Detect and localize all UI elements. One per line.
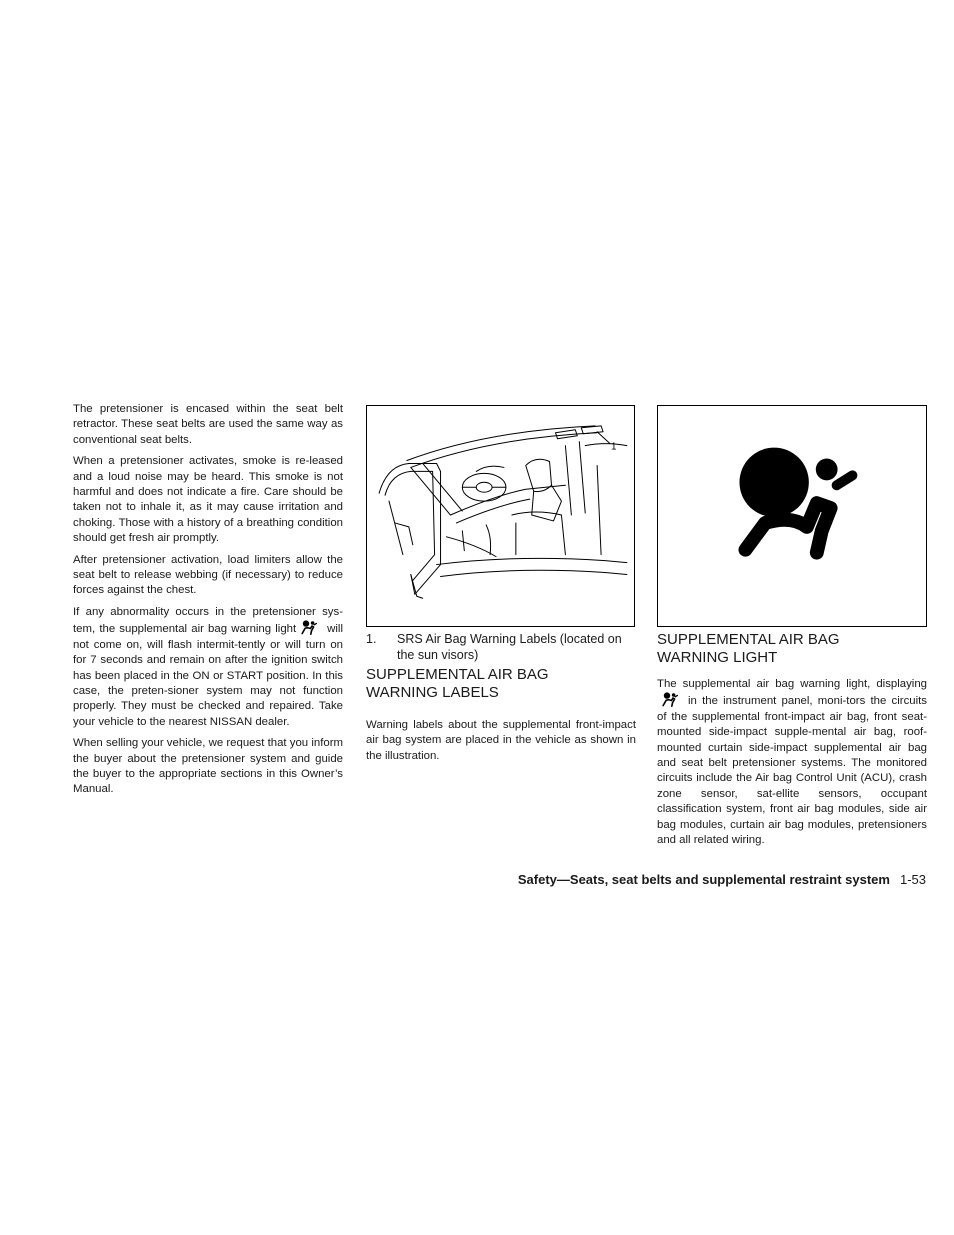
footer-section-title: Safety—Seats, seat belts and supplemental restraint system xyxy=(517,872,890,887)
airbag-warning-light-illustration xyxy=(657,405,927,627)
footer-page-number: 1-53 xyxy=(899,872,926,887)
paragraph-selling-vehicle: When selling your vehicle, we request that you inform the buyer about the pretensioner system and guide the buyer to the appropriate sections in this Owner’s Manual. xyxy=(73,737,343,796)
airbag-warning-icon xyxy=(301,620,317,635)
paragraph-load-limiters: After pretensioner activation, load limiters allow the seat belt to release webbing (if necessary) to reduce forces against the chest. xyxy=(73,553,343,597)
airbag-warning-symbol xyxy=(658,406,926,626)
paragraph-abnormality xyxy=(73,605,343,730)
airbag-warning-icon xyxy=(662,692,678,707)
figure-caption xyxy=(366,631,636,663)
paragraph-pretensioner-encased: The pretensioner is encased within the seat belt retractor. These seat belts are used the same way as conventional seat belts. xyxy=(73,403,343,446)
car-interior-illustration xyxy=(366,405,635,627)
middle-column-text xyxy=(366,666,636,764)
heading-warning-labels: SUPPLEMENTAL AIR BAG WARNING LABELS xyxy=(366,666,549,701)
heading-warning-light: SUPPLEMENTAL AIR BAG WARNING LIGHT xyxy=(657,631,840,666)
abnormality-text-end: will not come on, will flash intermit-tently or will turn on for 7 seconds and remain on after the ignition switch has been placed in the ON or START position. In this case, the preten-sioner system may not function properly. They must be checked and repaired. Take your vehicle to the nearest NISSAN dealer. xyxy=(73,623,343,728)
right-column-text xyxy=(657,631,927,848)
paragraph-warning-labels: Warning labels about the supplemental front-impact air bag system are placed in the vehicle as shown in the illustration. xyxy=(366,719,636,762)
abnormality-text-start: If any abnormality occurs in the pretensioner sys-tem, the supplemental air bag warning light xyxy=(73,605,343,636)
caption-text: SRS Air Bag Warning Labels (located on the sun visors) xyxy=(397,632,622,662)
car-interior-drawing xyxy=(367,406,634,626)
paragraph-pretensioner-activates: When a pretensioner activates, smoke is re-leased and a loud noise may be heard. This smoke is not harmful and does not indicate a fire. Care should be taken not to inhale it, as it may cause irritation and choking. Those with a history of a breathing condition should get fresh air promptly. xyxy=(73,455,343,545)
warning-light-text-start: The supplemental air bag warning light, displaying xyxy=(657,678,927,690)
left-column xyxy=(73,402,343,798)
paragraph-warning-light xyxy=(657,677,927,848)
page-footer xyxy=(518,872,926,887)
warning-light-text-end: in the instrument panel, moni-tors the circuits of the supplemental front-impact air bag, front seat-mounted side-impact supple-mental air bag, roof-mounted curtain side-impact supplemental air bag and seat belt pretensioner systems. The monitored circuits include the Air bag Control Unit (ACU), crash zone sensor, sat-ellite sensors, occupant classification system, front air bag modules, side air bag modules, curtain air bag modules, pretensioners and all related wiring. xyxy=(657,695,927,847)
caption-number: 1. xyxy=(366,632,377,646)
figure-callout-1: 1 xyxy=(610,441,617,453)
